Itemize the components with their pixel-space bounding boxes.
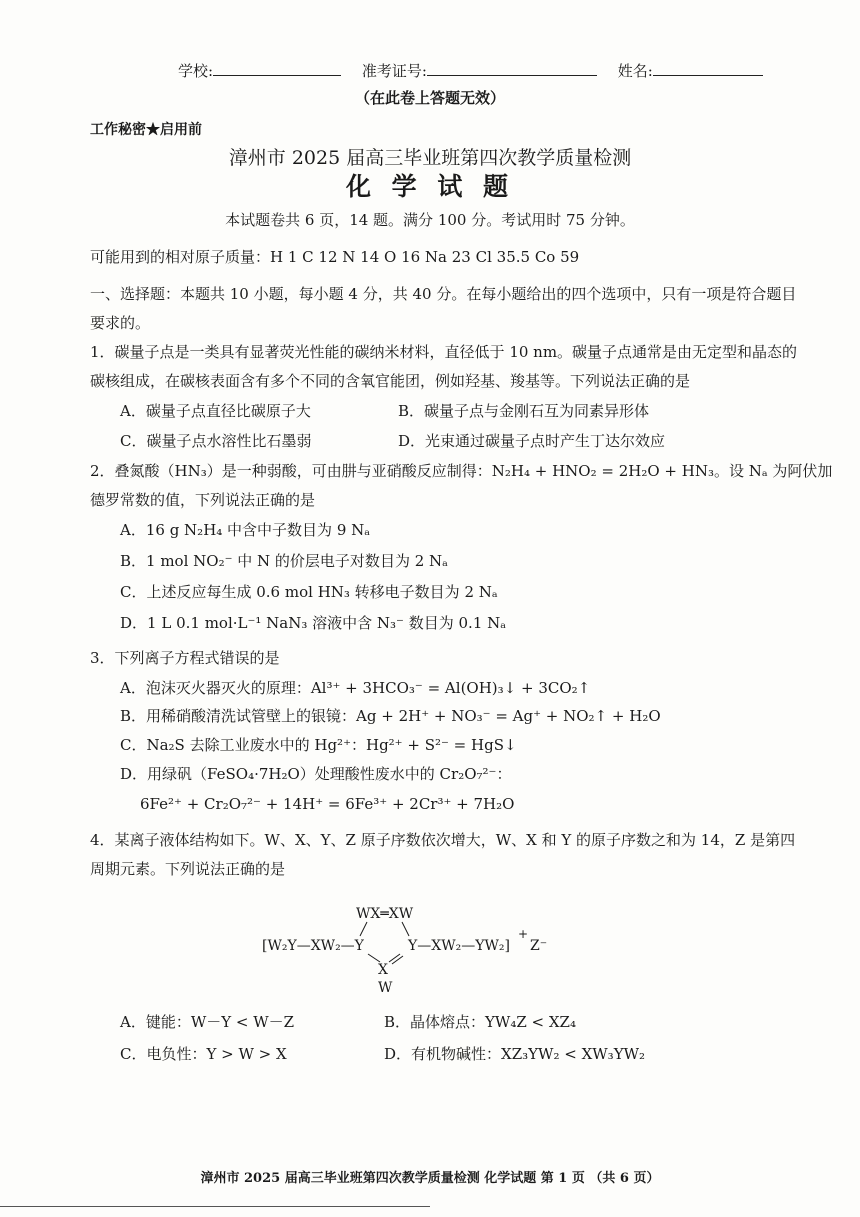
q1-option-c: C．碳量子点水溶性比石墨弱 — [120, 432, 312, 450]
confidential-mark: 工作秘密★启用前 — [90, 122, 202, 138]
exam-number-field — [362, 60, 597, 81]
structure-bottom-w: W — [378, 980, 393, 995]
name-label: 姓名: — [617, 62, 653, 80]
q3-option-d-equation: 6Fe²⁺ + Cr₂O₇²⁻ + 14H⁺ = 6Fe³⁺ + 2Cr³⁺ + 7H₂O — [140, 795, 515, 813]
q1-option-b: B．碳量子点与金刚石互为同素异形体 — [398, 402, 650, 420]
section1-heading: 一、选择题：本题共 10 小题，每小题 4 分，共 40 分。在每小题给出的四个选项中，只有一项是符合题目 — [90, 285, 797, 303]
q2-option-c: C．上述反应每生成 0.6 mol HN₃ 转移电子数目为 2 Nₐ — [120, 583, 498, 601]
q1-option-a: A．碳量子点直径比碳原子大 — [120, 402, 311, 420]
q4-option-d: D．有机物碱性：XZ₃YW₂ < XW₃YW₂ — [384, 1045, 646, 1063]
q2-stem-cont: 德罗常数的值，下列说法正确的是 — [90, 491, 316, 509]
exam-title: 漳州市 2025 届高三毕业班第四次教学质量检测 — [228, 147, 632, 169]
q3-option-c: C．Na₂S 去除工业废水中的 Hg²⁺：Hg²⁺ + S²⁻ = HgS↓ — [120, 736, 517, 754]
q3-option-d: D．用绿矾（FeSO₄·7H₂O）处理酸性废水中的 Cr₂O₇²⁻： — [120, 765, 512, 783]
q4-option-a: A．键能：W－Y < W－Z — [120, 1013, 295, 1031]
ring-bond-left — [360, 922, 367, 936]
section1-heading-cont: 要求的。 — [90, 314, 151, 332]
ring-bond-bottom-right — [389, 954, 400, 962]
structure-bottom-x: X — [378, 962, 388, 978]
q1-stem-cont: 碳核组成，在碳核表面含有多个不同的含氧官能团，例如羟基、羧基等。下列说法正确的是 — [90, 372, 691, 390]
school-blank — [213, 60, 341, 76]
exam-info: 本试题卷共 6 页，14 题。满分 100 分。考试用时 75 分钟。 — [225, 211, 635, 229]
structure-right-chain: Y—XW₂—YW₂] — [408, 938, 510, 954]
exam-number-label: 准考证号: — [361, 62, 427, 80]
page-footer: 漳州市 2025 届高三毕业班第四次教学质量检测 化学试题 第 1 页 （共 6 页） — [200, 1171, 660, 1186]
q2-option-b: B．1 mol NO₂⁻ 中 N 的价层电子对数目为 2 Nₐ — [120, 552, 448, 570]
structure-anion: Z⁻ — [530, 938, 548, 954]
answer-notice: （在此卷上答题无效） — [354, 89, 505, 107]
subject-title: 化 学 试 题 — [345, 172, 515, 201]
q3-option-a: A．泡沫灭火器灭火的原理：Al³⁺ + 3HCO₃⁻ = Al(OH)₃↓ + 3CO₂↑ — [120, 679, 591, 697]
structure-top-group: WX═XW — [356, 906, 414, 922]
q3-option-b: B．用稀硝酸清洗试管壁上的银镜：Ag + 2H⁺ + NO₃⁻ = Ag⁺ + NO₂↑ + H₂O — [120, 707, 661, 725]
q2-option-a: A．16 g N₂H₄ 中含中子数目为 9 Nₐ — [120, 521, 371, 539]
q2-option-d: D．1 L 0.1 mol·L⁻¹ NaN₃ 溶液中含 N₃⁻ 数目为 0.1 Nₐ — [120, 614, 507, 632]
q3-stem: 3．下列离子方程式错误的是 — [90, 649, 280, 667]
q1-stem: 1．碳量子点是一类具有显著荧光性能的碳纳米材料，直径低于 10 nm。碳量子点通常是由无定型和晶态的 — [90, 343, 798, 361]
header-fields — [178, 60, 779, 81]
ionic-liquid-structure — [260, 900, 560, 995]
q4-stem-cont: 周期元素。下列说法正确的是 — [90, 860, 286, 878]
cation-charge: + — [518, 927, 529, 941]
exam-number-blank — [427, 60, 597, 76]
ring-bond-bottom-left — [368, 954, 380, 962]
footer-rule — [0, 1206, 430, 1207]
name-field — [618, 60, 763, 81]
ring-bond-right — [402, 922, 409, 936]
q1-option-d: D．光束通过碳量子点时产生丁达尔效应 — [398, 432, 666, 450]
q4-option-c: C．电负性：Y > W > X — [120, 1045, 287, 1063]
q2-stem: 2．叠氮酸（HN₃）是一种弱酸，可由肼与亚硝酸反应制得：N₂H₄ + HNO₂ = 2H₂O + HN₃。设 Nₐ 为阿伏加 — [90, 462, 833, 480]
school-label: 学校: — [178, 62, 214, 80]
q4-option-b: B．晶体熔点：YW₄Z < XZ₄ — [384, 1013, 576, 1031]
school-field — [178, 60, 341, 81]
structure-left-chain: [W₂Y—XW₂—Y — [262, 938, 364, 954]
ring-double-bond — [392, 956, 403, 964]
atomic-masses: 可能用到的相对原子质量：H 1 C 12 N 14 O 16 Na 23 Cl 35.5 Co 59 — [90, 248, 580, 266]
name-blank — [653, 60, 763, 76]
q4-stem: 4．某离子液体结构如下。W、X、Y、Z 原子序数依次增大，W、X 和 Y 的原子序数之和为 14，Z 是第四 — [90, 831, 796, 849]
